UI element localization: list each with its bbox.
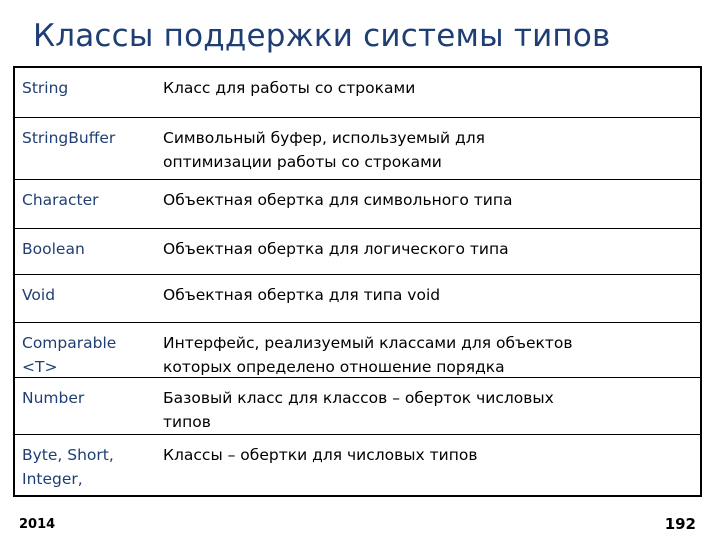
table-row bbox=[15, 377, 700, 434]
class-name-cell: StringBuffer bbox=[22, 129, 116, 147]
class-description-cell: Объектная обертка для типа void bbox=[163, 286, 441, 304]
table-row bbox=[15, 434, 700, 497]
table-row bbox=[15, 228, 700, 274]
table-row bbox=[15, 179, 700, 228]
class-description-cell: Классы – обертки для числовых типов bbox=[163, 446, 478, 464]
footer-year: 2014 bbox=[19, 516, 59, 533]
class-name-cell: Comparable <T> bbox=[22, 334, 117, 376]
class-description-cell: Объектная обертка для логического типа bbox=[163, 240, 509, 258]
class-name-cell: String bbox=[22, 79, 69, 97]
class-name-cell: Character bbox=[22, 191, 99, 209]
slide-title: Классы поддержки системы типов bbox=[33, 18, 611, 54]
table-row bbox=[15, 117, 700, 179]
class-name-cell: Byte, Short, Integer, bbox=[22, 446, 114, 488]
table-row bbox=[15, 274, 700, 322]
table-row bbox=[15, 322, 700, 377]
class-description-cell: Символьный буфер, используемый для оптимизации работы со строками bbox=[163, 129, 485, 171]
class-description-cell: Объектная обертка для символьного типа bbox=[163, 191, 513, 209]
class-description-cell: Базовый класс для классов – оберток числовых типов bbox=[163, 389, 554, 431]
page-number: 192 bbox=[664, 515, 696, 533]
class-description-cell: Класс для работы со строками bbox=[163, 79, 416, 97]
class-name-cell: Void bbox=[22, 286, 56, 304]
class-description-cell: Интерфейс, реализуемый классами для объектов которых определено отношение порядка bbox=[163, 334, 573, 376]
class-name-cell: Boolean bbox=[22, 240, 85, 258]
classes-table bbox=[13, 66, 702, 497]
class-name-cell: Number bbox=[22, 389, 85, 407]
table-row bbox=[15, 68, 700, 117]
